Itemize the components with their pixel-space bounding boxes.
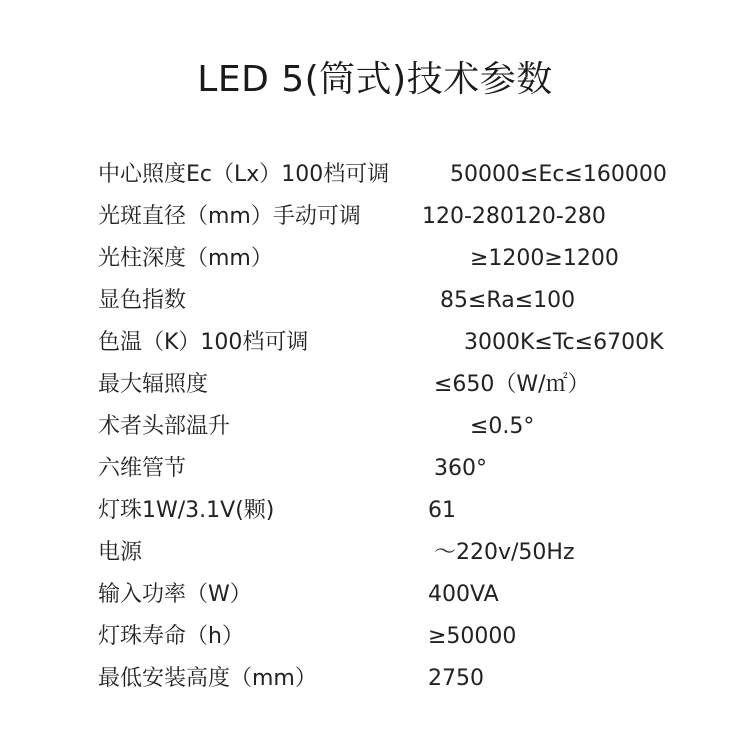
spec-row-six-dimension-joint	[98, 448, 718, 490]
spec-label: 输入功率（W）	[98, 582, 252, 607]
spec-value: ≥50000	[428, 624, 517, 649]
spec-label: 光斑直径（mm）手动可调	[98, 204, 361, 229]
spec-value: 400VA	[428, 582, 499, 607]
spec-value: 120-280120-280	[422, 204, 606, 229]
spec-row-color-rendering	[98, 280, 718, 322]
spec-label: 灯珠寿命（h）	[98, 624, 244, 649]
spec-row-max-irradiance	[98, 364, 718, 406]
spec-label: 光柱深度（mm）	[98, 246, 273, 271]
spec-label: 色温（K）100档可调	[98, 330, 309, 355]
spec-label: 术者头部温升	[98, 414, 231, 439]
spec-label: 最低安装高度（mm）	[98, 666, 317, 691]
spec-value: 85≤Ra≤100	[440, 288, 576, 313]
spec-row-color-temperature	[98, 322, 718, 364]
spec-row-spot-diameter	[98, 196, 718, 238]
spec-row-input-power	[98, 574, 718, 616]
spec-row-head-temperature-rise	[98, 406, 718, 448]
spec-row-bead-lifetime	[98, 616, 718, 658]
spec-row-min-install-height	[98, 658, 718, 700]
page-title: LED 5(筒式)技术参数	[197, 59, 553, 100]
spec-table	[98, 154, 718, 700]
spec-value: ≥1200≥1200	[470, 246, 619, 271]
spec-label: 最大辐照度	[98, 372, 209, 397]
spec-value: 2750	[428, 666, 484, 691]
spec-row-center-illuminance	[98, 154, 718, 196]
spec-value: 360°	[434, 456, 487, 481]
spec-row-power-supply	[98, 532, 718, 574]
spec-row-depth	[98, 238, 718, 280]
spec-value: ≤650（W/㎡）	[434, 372, 590, 397]
spec-label: 中心照度Ec（Lx）100档可调	[98, 162, 390, 187]
spec-value: ～220v/50Hz	[434, 540, 575, 565]
spec-label: 六维管节	[98, 456, 187, 481]
spec-label: 灯珠1W/3.1V(颗)	[98, 498, 275, 523]
spec-label: 电源	[98, 540, 143, 565]
spec-value: 61	[428, 498, 456, 523]
spec-value: ≤0.5°	[470, 414, 535, 439]
spec-value: 3000K≤Tc≤6700K	[464, 330, 664, 355]
spec-value: 50000≤Ec≤160000	[450, 162, 667, 187]
spec-label: 显色指数	[98, 288, 187, 313]
spec-row-bead-count	[98, 490, 718, 532]
